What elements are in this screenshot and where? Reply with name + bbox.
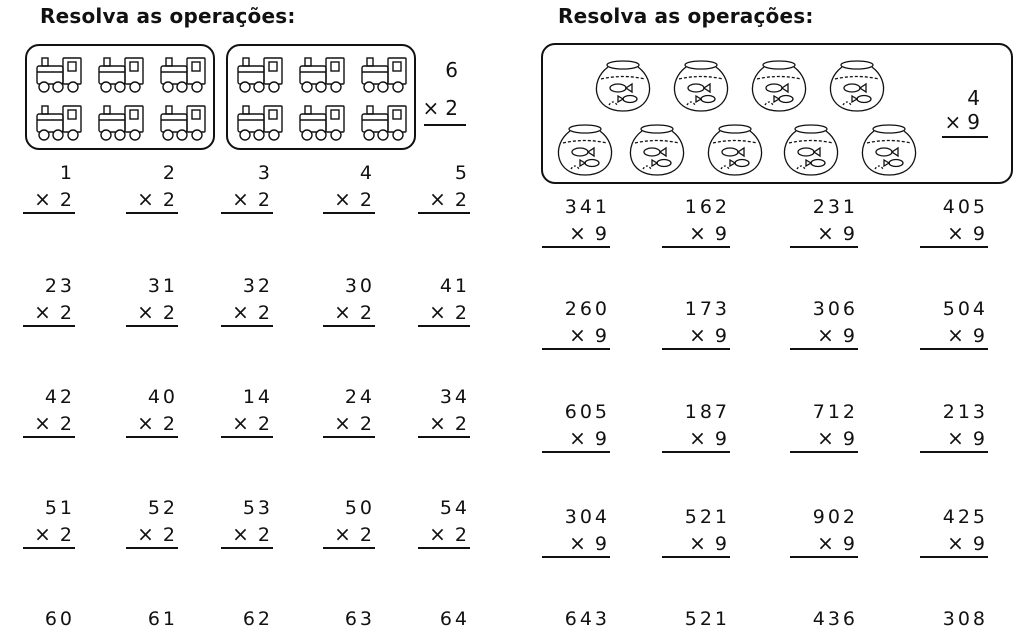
multiplier: 2 — [359, 413, 375, 435]
multiplicand: 30 — [344, 275, 375, 297]
multiplier: 9 — [842, 325, 858, 347]
multiplicand: 2 — [162, 162, 178, 184]
multiplier: 9 — [842, 223, 858, 245]
times-sign: × — [947, 426, 967, 450]
multiplicand: 304 — [564, 506, 610, 528]
right-hint-top: 4 — [967, 86, 980, 110]
times-sign: × — [232, 522, 252, 546]
multiplicand: 425 — [942, 506, 988, 528]
multiplier: 9 — [714, 223, 730, 245]
multiplier: 2 — [257, 413, 273, 435]
multiplier-line — [323, 521, 375, 548]
multiplier: 9 — [972, 223, 988, 245]
left-hint-bar — [424, 124, 466, 126]
fishbowl-icon — [558, 125, 611, 175]
multiplier-line — [662, 425, 730, 452]
times-sign: × — [137, 300, 157, 324]
multiplier-line — [542, 425, 610, 452]
times-sign: × — [422, 96, 440, 120]
multiplier: 9 — [594, 428, 610, 450]
times-sign: × — [429, 300, 449, 324]
fishbowl-icon — [674, 61, 727, 111]
multiplier: 2 — [359, 524, 375, 546]
multiplication-problem — [920, 194, 988, 247]
multiplicand: 308 — [942, 608, 988, 630]
multiplication-problem — [920, 296, 988, 349]
multiplication-problem — [23, 160, 75, 213]
answer-line — [221, 212, 273, 214]
multiplier-line — [920, 425, 988, 452]
multiplier: 2 — [359, 302, 375, 324]
multiplication-problem — [126, 495, 178, 548]
multiplier-line — [662, 530, 730, 557]
train-group-2 — [226, 44, 416, 150]
multiplicand: 643 — [564, 608, 610, 630]
times-sign: × — [34, 411, 54, 435]
answer-line — [418, 212, 470, 214]
train-group-1 — [25, 44, 215, 150]
multiplier-line — [323, 186, 375, 213]
answer-line — [790, 556, 858, 558]
multiplicand: 605 — [564, 401, 610, 423]
multiplier: 2 — [454, 524, 470, 546]
multiplicand: 4 — [359, 162, 375, 184]
multiplicand: 306 — [812, 298, 858, 320]
times-sign: × — [334, 187, 354, 211]
multiplicand: 23 — [44, 275, 75, 297]
times-sign: × — [137, 522, 157, 546]
times-sign: × — [817, 323, 837, 347]
multiplicand: 162 — [684, 196, 730, 218]
multiplier: 2 — [257, 302, 273, 324]
multiplier-line — [23, 186, 75, 213]
multiplication-problem — [323, 160, 375, 213]
multiplication-problem — [662, 296, 730, 349]
multiplier: 2 — [162, 189, 178, 211]
multiplier-line — [418, 521, 470, 548]
train-icon — [300, 106, 344, 140]
multiplicand: 24 — [344, 386, 375, 408]
multiplicand: 51 — [44, 497, 75, 519]
multiplicand: 3 — [257, 162, 273, 184]
times-sign: × — [944, 110, 962, 134]
times-sign: × — [689, 531, 709, 555]
multiplicand: 32 — [242, 275, 273, 297]
multiplication-problem — [542, 296, 610, 349]
multiplier: 9 — [842, 428, 858, 450]
multiplicand: 50 — [344, 497, 375, 519]
multiplication-problem — [418, 384, 470, 437]
multiplier-line — [920, 530, 988, 557]
answer-line — [542, 246, 610, 248]
multiplier: 2 — [454, 302, 470, 324]
times-sign: × — [429, 187, 449, 211]
multiplier: 2 — [257, 524, 273, 546]
multiplication-problem — [221, 606, 273, 632]
answer-line — [920, 451, 988, 453]
train-icon — [362, 106, 406, 140]
answer-line — [662, 451, 730, 453]
multiplier: 9 — [714, 533, 730, 555]
answer-line — [790, 246, 858, 248]
multiplicand: 5 — [454, 162, 470, 184]
multiplication-problem — [662, 194, 730, 247]
multiplication-problem — [23, 606, 75, 632]
multiplication-problem — [23, 273, 75, 326]
answer-line — [662, 348, 730, 350]
multiplier-line — [323, 410, 375, 437]
multiplicand: 61 — [147, 608, 178, 630]
multiplier: 9 — [972, 428, 988, 450]
multiplicand: 42 — [44, 386, 75, 408]
multiplicand: 712 — [812, 401, 858, 423]
multiplication-problem — [542, 194, 610, 247]
multiplicand: 436 — [812, 608, 858, 630]
multiplier-line — [662, 322, 730, 349]
multiplier-line — [221, 299, 273, 326]
multiplication-problem — [790, 399, 858, 452]
multiplicand: 14 — [242, 386, 273, 408]
multiplicand: 231 — [812, 196, 858, 218]
times-sign: × — [334, 522, 354, 546]
answer-line — [920, 246, 988, 248]
train-icon — [300, 58, 344, 92]
multiplication-problem — [790, 504, 858, 557]
times-sign: × — [232, 411, 252, 435]
multiplier: 9 — [972, 533, 988, 555]
train-icon — [37, 58, 81, 92]
times-sign: × — [137, 187, 157, 211]
answer-line — [323, 547, 375, 549]
times-sign: × — [817, 221, 837, 245]
multiplier-line — [920, 322, 988, 349]
multiplier: 2 — [359, 189, 375, 211]
fishbowl-icon — [784, 125, 837, 175]
answer-line — [662, 246, 730, 248]
multiplier-line — [790, 530, 858, 557]
multiplier-line — [542, 322, 610, 349]
times-sign: × — [817, 426, 837, 450]
multiplier: 2 — [162, 413, 178, 435]
answer-line — [323, 212, 375, 214]
multiplier: 2 — [162, 302, 178, 324]
multiplier-line — [418, 299, 470, 326]
multiplier-line — [542, 530, 610, 557]
times-sign: × — [232, 300, 252, 324]
multiplication-problem — [418, 273, 470, 326]
times-sign: × — [34, 522, 54, 546]
multiplication-problem — [662, 504, 730, 557]
times-sign: × — [334, 300, 354, 324]
answer-line — [542, 451, 610, 453]
multiplier: 2 — [454, 189, 470, 211]
answer-line — [542, 556, 610, 558]
right-hint-mult: × 9 — [944, 110, 980, 134]
multiplier: 9 — [594, 223, 610, 245]
multiplier: 9 — [972, 325, 988, 347]
multiplier: 9 — [842, 533, 858, 555]
train-icon — [362, 58, 406, 92]
times-sign: × — [817, 531, 837, 555]
answer-line — [418, 547, 470, 549]
times-sign: × — [137, 411, 157, 435]
multiplier-line — [126, 410, 178, 437]
multiplication-problem — [221, 273, 273, 326]
multiplication-problem — [920, 504, 988, 557]
fishbowl-icon — [862, 125, 915, 175]
multiplicand: 54 — [439, 497, 470, 519]
answer-line — [126, 436, 178, 438]
multiplication-problem — [23, 384, 75, 437]
multiplication-problem — [221, 495, 273, 548]
multiplication-problem — [126, 273, 178, 326]
multiplier: 9 — [714, 428, 730, 450]
right-hint — [938, 86, 988, 140]
multiplication-problem — [542, 504, 610, 557]
multiplication-problem — [323, 384, 375, 437]
answer-line — [221, 325, 273, 327]
train-icon — [99, 106, 143, 140]
multiplicand: 405 — [942, 196, 988, 218]
answer-line — [126, 547, 178, 549]
train-icon — [161, 106, 205, 140]
answer-line — [23, 547, 75, 549]
multiplier: 9 — [714, 325, 730, 347]
multiplicand: 341 — [564, 196, 610, 218]
multiplier: 2 — [454, 413, 470, 435]
multiplier: 2 — [59, 189, 75, 211]
times-sign: × — [689, 323, 709, 347]
multiplier-line — [418, 186, 470, 213]
multiplicand: 173 — [684, 298, 730, 320]
left-hint — [420, 58, 466, 128]
fishbowl-icon — [596, 61, 649, 111]
multiplication-problem — [418, 495, 470, 548]
multiplication-problem — [418, 160, 470, 213]
train-icon — [238, 106, 282, 140]
multiplication-problem — [662, 399, 730, 452]
multiplicand: 504 — [942, 298, 988, 320]
answer-line — [126, 212, 178, 214]
multiplier-line — [23, 410, 75, 437]
multiplicand: 60 — [44, 608, 75, 630]
multiplicand: 63 — [344, 608, 375, 630]
times-sign: × — [569, 221, 589, 245]
multiplication-problem — [790, 296, 858, 349]
multiplicand: 64 — [439, 608, 470, 630]
answer-line — [418, 325, 470, 327]
left-title: Resolva as operações: — [40, 4, 296, 28]
multiplicand: 260 — [564, 298, 610, 320]
multiplier-line — [790, 425, 858, 452]
times-sign: × — [689, 221, 709, 245]
multiplier: 2 — [162, 524, 178, 546]
multiplication-problem — [418, 606, 470, 632]
times-sign: × — [947, 221, 967, 245]
times-sign: × — [429, 411, 449, 435]
multiplier-line — [221, 410, 273, 437]
times-sign: × — [334, 411, 354, 435]
multiplication-problem — [790, 194, 858, 247]
answer-line — [23, 436, 75, 438]
answer-line — [23, 212, 75, 214]
train-icons — [228, 46, 418, 152]
multiplicand: 40 — [147, 386, 178, 408]
answer-line — [920, 556, 988, 558]
answer-line — [790, 348, 858, 350]
multiplier-line — [323, 299, 375, 326]
multiplication-problem — [920, 606, 988, 632]
multiplication-problem — [126, 160, 178, 213]
multiplicand: 34 — [439, 386, 470, 408]
multiplier-line — [221, 521, 273, 548]
multiplicand: 521 — [684, 608, 730, 630]
multiplier-line — [126, 186, 178, 213]
multiplier: 9 — [594, 325, 610, 347]
multiplication-problem — [323, 273, 375, 326]
multiplication-problem — [920, 399, 988, 452]
fishbowl-icon — [752, 61, 805, 111]
left-hint-mult: × 2 — [422, 96, 458, 120]
answer-line — [323, 436, 375, 438]
times-sign: × — [947, 323, 967, 347]
multiplicand: 53 — [242, 497, 273, 519]
multiplication-problem — [790, 606, 858, 632]
multiplicand: 31 — [147, 275, 178, 297]
times-sign: × — [232, 187, 252, 211]
times-sign: × — [947, 531, 967, 555]
multiplier: 9 — [594, 533, 610, 555]
answer-line — [126, 325, 178, 327]
answer-line — [221, 547, 273, 549]
multiplicand: 902 — [812, 506, 858, 528]
multiplicand: 52 — [147, 497, 178, 519]
multiplicand: 62 — [242, 608, 273, 630]
multiplication-problem — [542, 399, 610, 452]
times-sign: × — [689, 426, 709, 450]
multiplication-problem — [126, 606, 178, 632]
multiplier-line — [23, 521, 75, 548]
multiplicand: 1 — [59, 162, 75, 184]
train-icon — [161, 58, 205, 92]
multiplicand: 213 — [942, 401, 988, 423]
multiplicand: 521 — [684, 506, 730, 528]
multiplication-problem — [221, 160, 273, 213]
multiplication-problem — [323, 606, 375, 632]
multiplication-problem — [221, 384, 273, 437]
answer-line — [23, 325, 75, 327]
multiplication-problem — [323, 495, 375, 548]
train-icon — [99, 58, 143, 92]
multiplication-problem — [126, 384, 178, 437]
multiplier-line — [418, 410, 470, 437]
fishbowl-icon — [708, 125, 761, 175]
multiplier-line — [126, 299, 178, 326]
train-icon — [37, 106, 81, 140]
answer-line — [662, 556, 730, 558]
multiplier: 2 — [257, 189, 273, 211]
answer-line — [920, 348, 988, 350]
fishbowl-icon — [830, 61, 883, 111]
multiplier: 2 — [59, 413, 75, 435]
multiplier-line — [790, 220, 858, 247]
multiplier-line — [221, 186, 273, 213]
multiplication-problem — [542, 606, 610, 632]
answer-line — [790, 451, 858, 453]
answer-line — [221, 436, 273, 438]
train-icons — [27, 46, 217, 152]
times-sign: × — [34, 300, 54, 324]
multiplier-line — [790, 322, 858, 349]
left-hint-top: 6 — [445, 58, 458, 82]
times-sign: × — [569, 426, 589, 450]
multiplicand: 187 — [684, 401, 730, 423]
multiplier-line — [23, 299, 75, 326]
multiplication-problem — [662, 606, 730, 632]
answer-line — [323, 325, 375, 327]
multiplier: 2 — [59, 524, 75, 546]
multiplicand: 41 — [439, 275, 470, 297]
multiplier-line — [126, 521, 178, 548]
multiplier-line — [662, 220, 730, 247]
fishbowl-icon — [630, 125, 683, 175]
multiplier-line — [920, 220, 988, 247]
times-sign: × — [569, 323, 589, 347]
answer-line — [542, 348, 610, 350]
times-sign: × — [569, 531, 589, 555]
train-icon — [238, 58, 282, 92]
multiplication-problem — [23, 495, 75, 548]
right-hint-bar — [942, 136, 988, 138]
right-title: Resolva as operações: — [558, 4, 814, 28]
multiplier: 2 — [59, 302, 75, 324]
multiplier-line — [542, 220, 610, 247]
times-sign: × — [34, 187, 54, 211]
times-sign: × — [429, 522, 449, 546]
answer-line — [418, 436, 470, 438]
